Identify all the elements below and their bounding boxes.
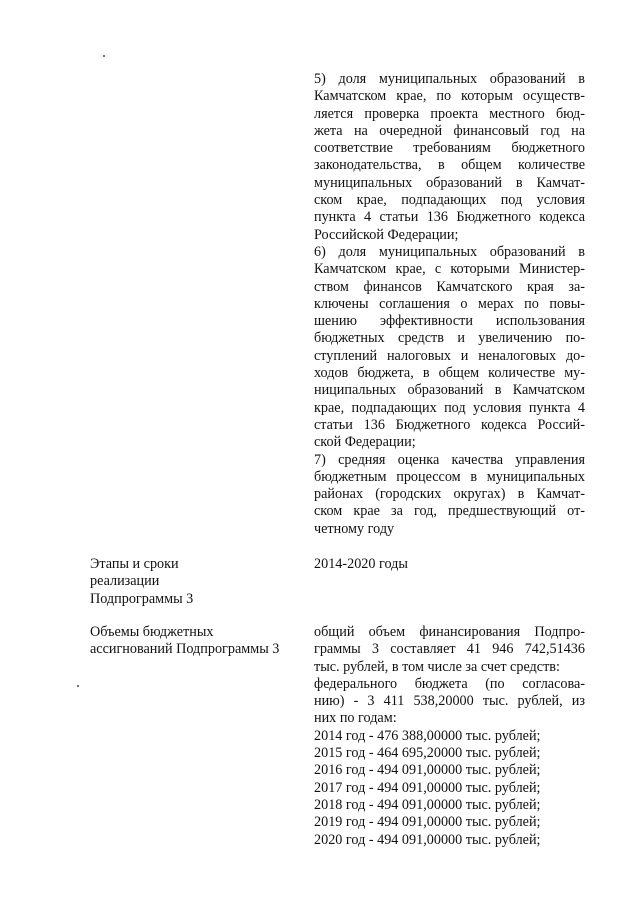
text-line: тыс. рублей, в том числе за счет средств: bbox=[314, 658, 560, 675]
text-line: 2014 год - 476 388,00000 тыс. рублей; bbox=[314, 727, 541, 744]
text-line: ской Федерации; bbox=[314, 434, 416, 451]
text-line: Российской Федерации; bbox=[314, 226, 459, 243]
volumes-label bbox=[90, 624, 300, 659]
scan-speck bbox=[77, 685, 79, 687]
text-line: ступлений налоговых и неналоговых до- bbox=[314, 347, 585, 364]
text-line: 7) средняя оценка качества управления bbox=[314, 451, 585, 468]
text-line: 6) доля муниципальных образований в bbox=[314, 243, 585, 260]
label-line: Объемы бюджетных bbox=[90, 624, 214, 640]
text-line: бюджетным процессом в муниципальных bbox=[314, 468, 585, 485]
stages-label bbox=[90, 556, 300, 608]
text-line: ском крае за год, предшествующий от- bbox=[314, 503, 585, 520]
volumes-text-block bbox=[314, 624, 585, 849]
text-line: Камчатском крае, по которым осуществ- bbox=[314, 88, 585, 105]
text-line: ском крае, подпадающих под условия bbox=[314, 192, 585, 209]
text-line: жета на очередной финансовый год на bbox=[314, 122, 585, 139]
indicators-text-block bbox=[314, 71, 585, 538]
label-line: Подпрограммы 3 bbox=[90, 590, 194, 607]
text-line: соответствие требованиям бюджетного bbox=[314, 140, 585, 157]
text-line: 5) доля муниципальных образований в bbox=[314, 71, 585, 87]
text-line: 2019 год - 494 091,00000 тыс. рублей; bbox=[314, 814, 541, 831]
text-line: бюджетных средств и увеличению по- bbox=[314, 330, 585, 347]
text-line: 2015 год - 464 695,20000 тыс. рублей; bbox=[314, 745, 541, 762]
text-line: законодательства, в общем количестве bbox=[314, 157, 585, 174]
text-line: ляется проверка проекта местного бюд- bbox=[314, 105, 585, 122]
text-line: шению эффективности использования bbox=[314, 313, 585, 330]
label-line: ассигнований Подпрограммы 3 bbox=[90, 641, 280, 658]
text-line: 2020 год - 494 091,00000 тыс. рублей; bbox=[314, 831, 541, 848]
text-line: них по годам: bbox=[314, 710, 397, 727]
text-line: пункта 4 статьи 136 Бюджетного кодекса bbox=[314, 209, 585, 226]
text-line: крае, подпадающих под условия пункта 4 bbox=[314, 399, 585, 416]
text-line: ходов бюджета, в общем количестве му- bbox=[314, 365, 585, 382]
text-line: четному году bbox=[314, 520, 395, 537]
text-line: федерального бюджета (по согласова- bbox=[314, 675, 585, 692]
text-line: граммы 3 составляет 41 946 742,51436 bbox=[314, 641, 585, 658]
scan-speck bbox=[103, 55, 105, 57]
text-line: 2016 год - 494 091,00000 тыс. рублей; bbox=[314, 762, 541, 779]
text-line: ключены соглашения о мерах по повы- bbox=[314, 295, 585, 312]
stages-value-block bbox=[314, 556, 585, 573]
label-line: Этапы и сроки bbox=[90, 556, 179, 572]
text-line: ниципальных образований в Камчатском bbox=[314, 382, 585, 399]
text-line: районах (городских округах) в Камчат- bbox=[314, 486, 585, 503]
text-line: статьи 136 Бюджетного кодекса Россий- bbox=[314, 416, 585, 433]
text-line: 2018 год - 494 091,00000 тыс. рублей; bbox=[314, 796, 541, 813]
label-line: реализации bbox=[90, 573, 160, 590]
stages-value: 2014-2020 годы bbox=[314, 556, 408, 572]
text-line: муниципальных образований в Камчат- bbox=[314, 174, 585, 191]
text-line: общий объем финансирования Подпро- bbox=[314, 624, 585, 640]
text-line: 2017 год - 494 091,00000 тыс. рублей; bbox=[314, 779, 541, 796]
text-line: ством финансов Камчатского края за- bbox=[314, 278, 585, 295]
text-line: Камчатском крае, с которыми Министер- bbox=[314, 261, 585, 278]
text-line: нию) - 3 411 538,20000 тыс. рублей, из bbox=[314, 693, 585, 710]
